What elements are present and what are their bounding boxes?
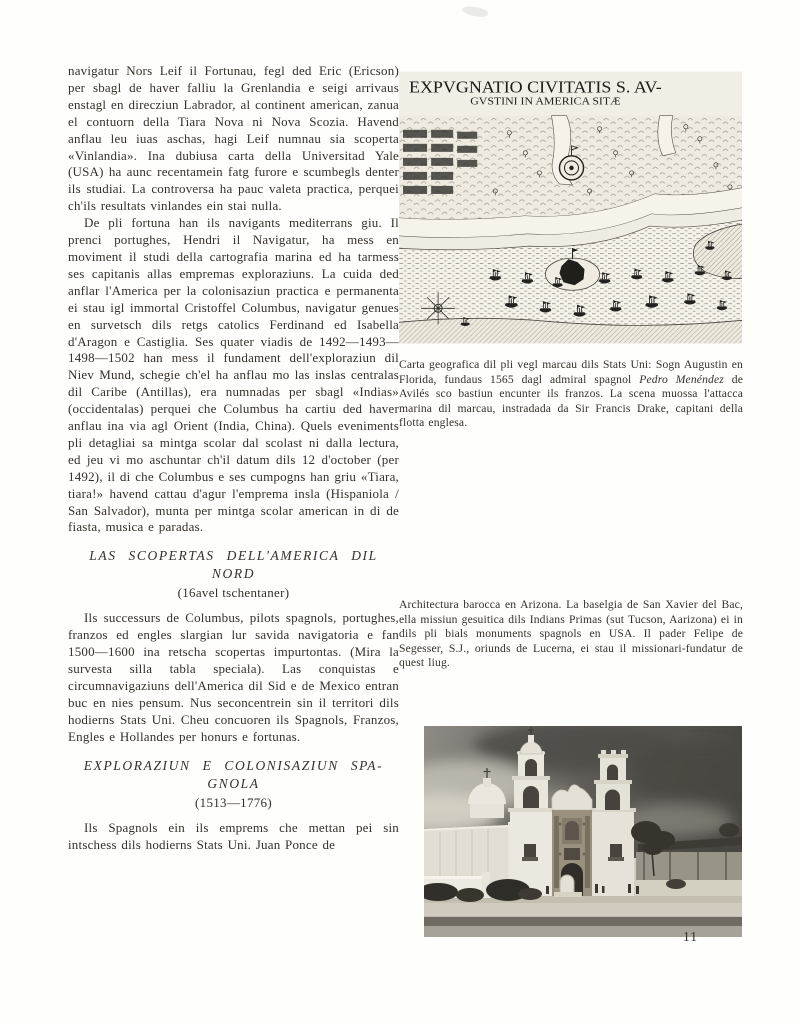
photo-tone-overlay [424, 726, 742, 937]
text-column-left [68, 63, 399, 853]
paragraph-vinland: navigatur Nors Leif il Fortunau, fegl ded Eric (Ericson) per sbagl de haver falliu la Grenlandia e seigi arrivaus enstagl en direcziun Labrador, al continent american, zanua el contuorn della Tiara Nova ni Nova Scozia. Havend anflau leu iuas aschas, hagi Leif numnau sia scoperta «Vinlandia». Ina dubiusa carta della Universitad Yale (USA) ha aunc recentamein fatg furore e scumbegls denter ils studiai. La controversa ha pauc valeta practica, perquei ch'ils resultats vinlandes ein stai nulla. [68, 63, 399, 214]
engraved-map-figure [399, 71, 742, 344]
caption-italic-name: Pedro Menéndez [639, 372, 724, 386]
heading-line: GNOLA [207, 775, 260, 791]
caption-text: de Avilés sco bastiun encunter ils franzos. La scena muossa l'attacca marina dil marcau, instradada da Sir Francis Drake, capitani della flotta englesa. [399, 372, 744, 430]
mission-church-photo [424, 726, 742, 937]
church-caption: Architectura barocca en Arizona. La baselgia de San Xavier del Bac, ella missiun gesuitica dils Indians Primas (sut Tucson, Aarizona) ei in dils pli bials monuments spagnols en USA. Il pader Felipe de Segesser, S.J., oriunds de Lucerna, ei stau il missionari-fundatur de quest liug. [399, 598, 743, 670]
caption-text: Carta geografica dil pli vegl marcau dils Stats Uni: Sogn Augustin en Florida, fundaus 1565 dagl admiral spagnol [399, 358, 743, 386]
mission-church-figure [424, 726, 742, 937]
paragraph-successors: Ils successurs de Columbus, pilots spagnols, portughes, franzos ed engles slargian lur savida navigatoria e fan 1500—1600 ina retscha scopertas impurtontas. (Mira la survesta silla tabla speciala). Las conquistas e circumnavigaziuns dell'America dil Sid e de Mexico entran buc en nies pensum. Nus seconcentrein sin il territori dils hodierns Stats Uni. Cheu concuoren ils Spagnols, Franzos, Engles e Hollandes per honurs e fortunas. [68, 610, 399, 744]
heading-line: NORD [211, 566, 256, 582]
section-heading-exploraziun [68, 757, 399, 793]
map-title-line1: EXPVGNATIO CIVITATIS S. AV- [409, 77, 663, 97]
section-heading-scopertas [68, 547, 399, 583]
page-number: 11 [683, 929, 698, 944]
engraved-map-image [399, 71, 742, 344]
heading-line: LAS SCOPERTAS DELL'AMERICA DIL [89, 548, 378, 564]
heading-line: EXPLORAZIUN E COLONISAZIUN SPA- [83, 757, 384, 773]
scan-artifact [461, 4, 488, 18]
section-subtitle: (1513—1776) [195, 794, 272, 810]
map-caption [399, 358, 743, 431]
section-subtitle: (16avel tschentaner) [177, 585, 290, 601]
paragraph-columbus: De pli fortuna han ils navigants mediterrans giu. Il prenci portughes, Hendri il Navigatur, ha mess en moviment il studi della cartografia marina ed ha tarmess ses capitanis allas empremas exploraziuns. La cuida ded anflar l'America per la colonisaziun practica e permanenta ei stau igl immortal Cristoffel Columbus, navigatur genues en survetsch dils retgs catolics Ferdinand ed Isabella d'Aragon e Castiglia. Ses quater viadis de 1492—1493—1498—1502 han mess il fundament dell'exploraziun dil Niev Mund, schegie ch'el ha anflau mo las inslas centralas dil Caribe (Antillas), era numnadas per sbagl «Indias» (occidentalas) perquei che Columbus ha cartiu ded haver anflau ina via agl Orient (India, China). Quels eveniments pli detagliai sa mintga scolar dal scolast ni dalla lectura, ed jeu vi mo aschuntar ch'il datum dils 12 d'october (per 1492), il di che Columbus e ses cumpogns han griu «Tiara, tiara!» havend cattau d'agur l'emprema insla (Hispaniola / San Salvador), munta per mintga scolar american in di de fiasta, musica e paradas. [68, 215, 399, 535]
map-title-line2: GVSTINI IN AMERICA SITÆ [470, 96, 621, 108]
paragraph-spagnols: Ils Spagnols ein ils emprems che mettan pei sin intschess dils hodierns Stats Uni. Juan Ponce de [68, 819, 399, 852]
